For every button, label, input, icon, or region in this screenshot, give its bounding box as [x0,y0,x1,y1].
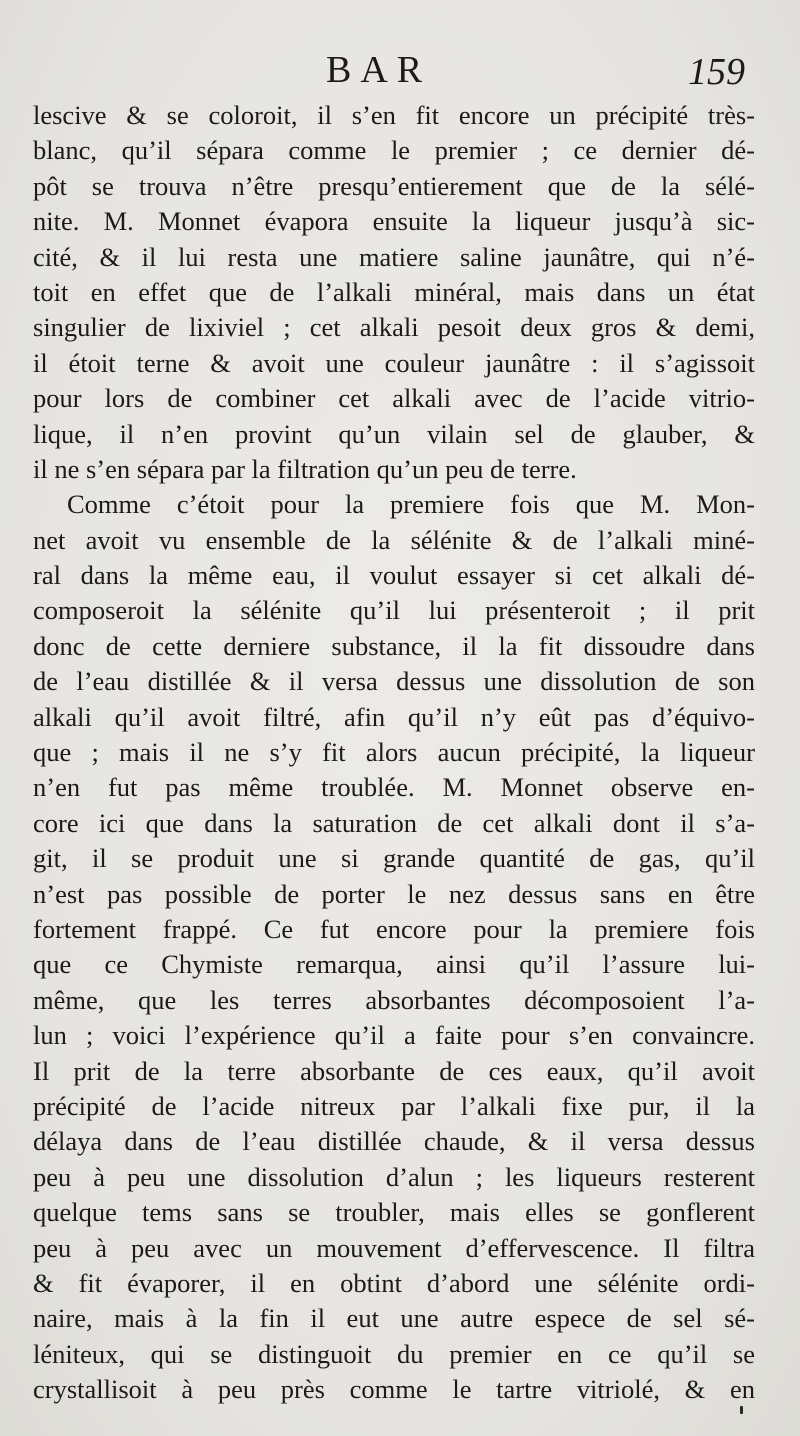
text-line: alkali qu’il avoit filtré, afin qu’il n’y eût pas d’équivo- [33,701,755,732]
text-line: Il prit de la terre absorbante de ces eaux, qu’il avoit [33,1055,755,1086]
text-line: lun ; voici l’expérience qu’il a faite pour s’en convaincre. [33,1020,755,1051]
text-line: de l’eau distillée & il versa dessus une dissolution de son [33,666,755,697]
text-line: n’est pas possible de porter le nez dessus sans en être [33,878,755,909]
text-line: crystallisoit à peu près comme le tartre vitriolé, & en [33,1374,755,1405]
text-line: fortement frappé. Ce fut encore pour la premiere fois [33,913,755,944]
text-line: singulier de lixiviel ; cet alkali pesoit deux gros & demi, [33,312,755,343]
body-text [33,98,755,1407]
text-line: Comme c’étoit pour la premiere fois que M. Mon- [67,489,755,520]
text-line: même, que les terres absorbantes décomposoient l’a- [33,984,755,1015]
text-line: net avoit vu ensemble de la sélénite & de l’alkali miné- [33,524,755,555]
page-number: 159 [688,51,745,93]
text-line: & fit évaporer, il en obtint d’abord une sélénite ordi- [33,1267,755,1298]
print-mark [740,1406,743,1414]
text-line: lescive & se coloroit, il s’en fit encore un précipité très- [33,100,755,130]
text-line: naire, mais à la fin il eut une autre espece de sel sé- [33,1303,755,1334]
text-line: léniteux, qui se distinguoit du premier en ce qu’il se [33,1338,755,1369]
running-head: BAR [326,49,432,91]
text-line: il ne s’en sépara par la filtration qu’un peu de terre. [33,453,577,484]
text-line: peu à peu avec un mouvement d’effervescence. Il filtra [33,1232,755,1263]
text-line: donc de cette derniere substance, il la fit dissoudre dans [33,630,755,661]
text-line: composeroit la sélénite qu’il lui présenteroit ; il prit [33,595,755,626]
text-line: pôt se trouva n’être presqu’entierement que de la sélé- [33,170,755,201]
text-line: toit en effet que de l’alkali minéral, mais dans un état [33,276,755,307]
text-line: core ici que dans la saturation de cet alkali dont il s’a- [33,807,755,838]
text-line: quelque tems sans se troubler, mais elles se gonflerent [33,1197,755,1228]
text-line: nite. M. Monnet évapora ensuite la liqueur jusqu’à sic- [33,206,755,237]
text-line: délaya dans de l’eau distillée chaude, & il versa dessus [33,1126,755,1157]
text-line: peu à peu une dissolution d’alun ; les liqueurs resterent [33,1161,755,1192]
text-line: pour lors de combiner cet alkali avec de l’acide vitrio- [33,383,755,414]
text-line: lique, il n’en provint qu’un vilain sel de glauber, & [33,418,755,449]
text-line: que ce Chymiste remarqua, ainsi qu’il l’assure lui- [33,949,755,980]
text-line: n’en fut pas même troublée. M. Monnet observe en- [33,772,755,803]
text-line: que ; mais il ne s’y fit alors aucun précipité, la liqueur [33,737,755,768]
text-line: git, il se produit une si grande quantité de gas, qu’il [33,843,755,874]
text-line: blanc, qu’il sépara comme le premier ; ce dernier dé- [33,135,755,166]
text-line: ral dans la même eau, il voulut essayer si cet alkali dé- [33,560,755,591]
text-line: précipité de l’acide nitreux par l’alkali fixe pur, il la [33,1090,755,1121]
text-line: cité, & il lui resta une matiere saline jaunâtre, qui n’é- [33,241,755,272]
page-header [0,48,800,96]
text-line: il étoit terne & avoit une couleur jaunâtre : il s’agissoit [33,347,755,378]
